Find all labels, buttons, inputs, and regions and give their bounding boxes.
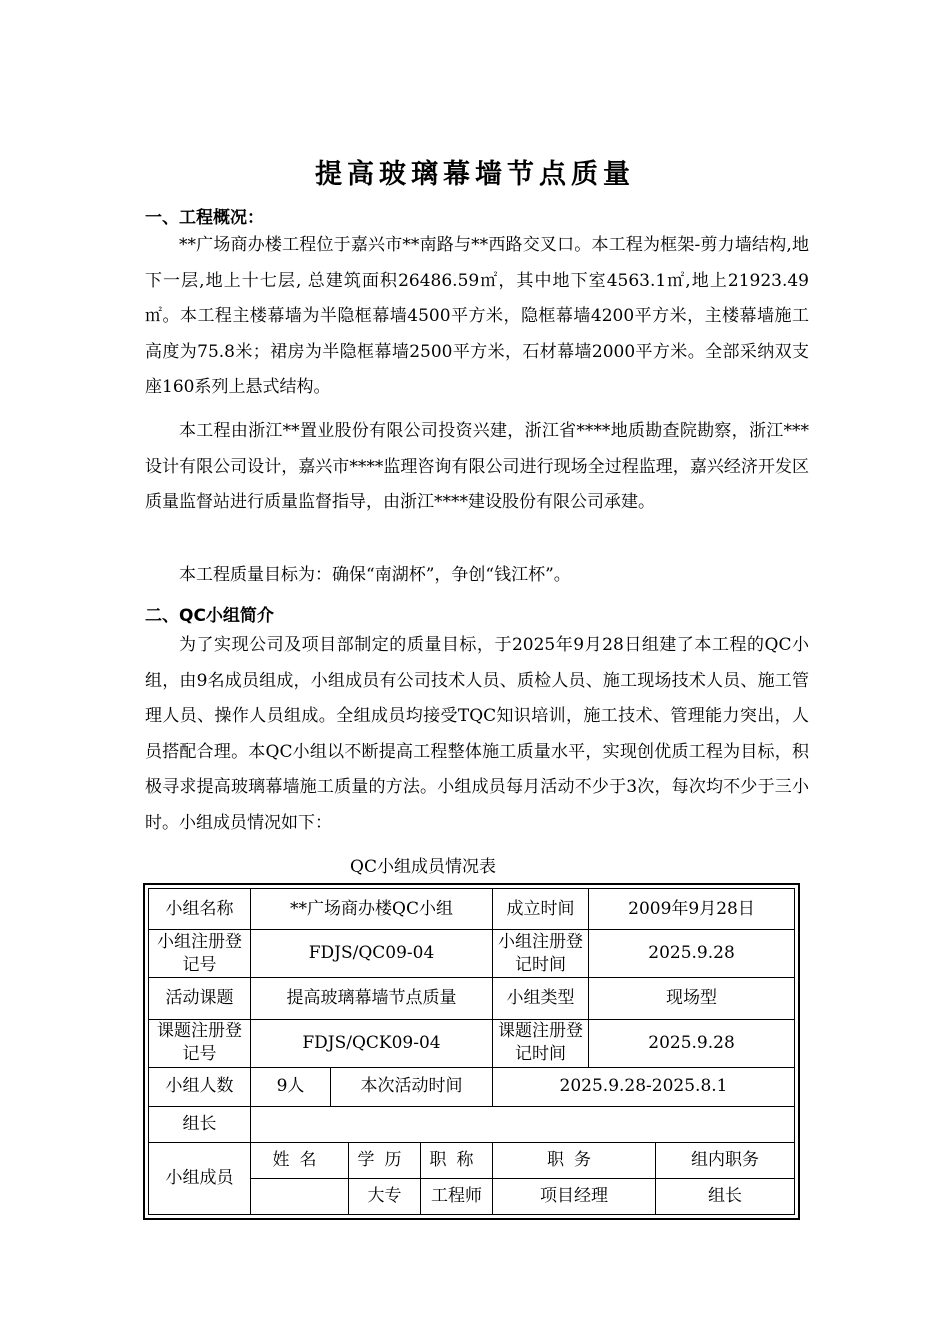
topic-value: 提高玻璃幕墙节点质量 [251,978,493,1019]
reg-time-value: 2025.9.28 [589,930,795,978]
leader-label: 组长 [149,1106,251,1142]
member-header-name: 姓名 [251,1142,349,1178]
count-value: 9人 [251,1067,331,1106]
group-name-label: 小组名称 [149,889,251,930]
section-heading-overview: 一、工程概况： [145,208,264,228]
member-group-role: 组长 [656,1178,795,1214]
members-label: 小组成员 [149,1142,251,1214]
reg-no-label: 小组注册登记号 [149,930,251,978]
member-position: 项目经理 [493,1178,656,1214]
founded-value: 2009年9月28日 [589,889,795,930]
member-header-group-role: 组内职务 [656,1142,795,1178]
period-value: 2025.9.28-2025.8.1 [493,1067,795,1106]
member-header-title: 职称 [421,1142,493,1178]
topic-reg-time-value: 2025.9.28 [589,1019,795,1067]
table-row [149,930,795,978]
period-label: 本次活动时间 [331,1067,493,1106]
member-header-education: 学历 [349,1142,421,1178]
leader-value [251,1106,795,1142]
table-caption: QC小组成员情况表 [350,857,496,877]
topic-label: 活动课题 [149,978,251,1019]
topic-reg-time-label: 课题注册登记时间 [493,1019,589,1067]
qc-group-paragraph: 为了实现公司及项目部制定的质量目标，于2025年9月28日组建了本工程的QC小组，由9名成员组成，小组成员有公司技术人员、质检人员、施工现场技术人员、施工管理人员、操作人员组成。全组成员均接受TQC知识培训，施工技术、管理能力突出，人员搭配合理。本QC小组以不断提高工程整体施工质量水平，实现创优质工程为目标，积极寻求提高玻璃幕墙施工质量的方法。小组成员每月活动不少于3次，每次均不少于三小时。小组成员情况如下： [145,635,809,833]
group-name-value: **广场商办楼QC小组 [251,889,493,930]
table-row [149,978,795,1019]
overview-paragraph-3: 本工程质量目标为：确保“南湖杯”，争创“钱江杯”。 [179,565,571,585]
type-value: 现场型 [589,978,795,1019]
table-row [149,1019,795,1067]
reg-no-value: FDJS/QC09-04 [251,930,493,978]
member-header-position: 职务 [493,1142,656,1178]
founded-label: 成立时间 [493,889,589,930]
member-name [251,1178,349,1214]
table-row [149,1142,795,1178]
topic-reg-value: FDJS/QCK09-04 [251,1019,493,1067]
qc-members-table [148,888,795,1215]
overview-paragraph-2: 本工程由浙江**置业股份有限公司投资兴建，浙江省****地质勘查院勘察，浙江***设计有限公司设计，嘉兴市****监理咨询有限公司进行现场全过程监理，嘉兴经济开发区质量监督站进行质量监督指导，由浙江****建设股份有限公司承建。 [145,421,809,513]
document-title: 提高玻璃幕墙节点质量 [315,159,635,190]
type-label: 小组类型 [493,978,589,1019]
count-label: 小组人数 [149,1067,251,1106]
overview-paragraph-1: **广场商办楼工程位于嘉兴市**南路与**西路交叉口。本工程为框架-剪力墙结构,地下一层,地上十七层, 总建筑面积26486.59㎡，其中地下室4563.1㎡,地上21923.49㎡。本工程主楼幕墙为半隐框幕墙4500平方米，隐框幕墙4200平方米，主楼幕墙施工高度为75.8米；裙房为半隐框幕墙2500平方米，石材幕墙2000平方米。全部采纳双支座160系列上悬式结构。 [145,235,809,398]
table-row [149,1067,795,1106]
member-education: 大专 [349,1178,421,1214]
topic-reg-label: 课题注册登记号 [149,1019,251,1067]
reg-time-label: 小组注册登记时间 [493,930,589,978]
table-row [149,889,795,930]
table-row [149,1106,795,1142]
member-title: 工程师 [421,1178,493,1214]
section-heading-qc-group: 二、QC小组简介 [145,606,274,626]
